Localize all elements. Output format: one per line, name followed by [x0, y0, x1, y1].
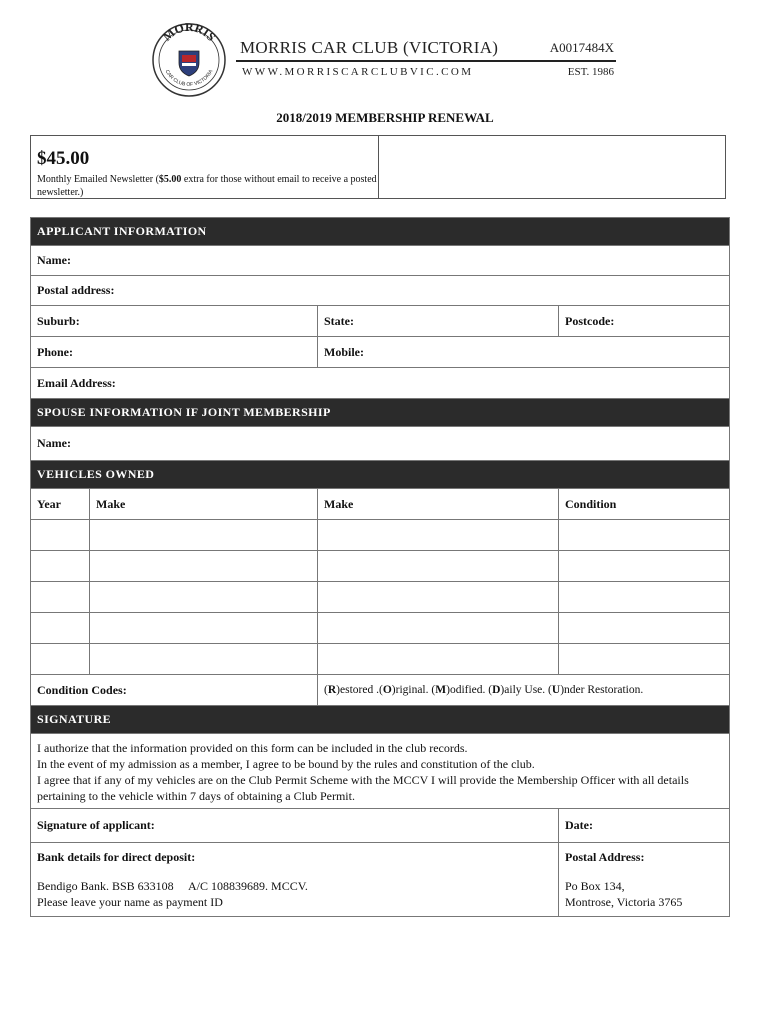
condition-codes-label: Condition Codes: — [31, 675, 318, 706]
vehicle-condition-cell[interactable] — [559, 520, 730, 551]
section-spouse: SPOUSE INFORMATION IF JOINT MEMBERSHIP — [31, 399, 730, 427]
section-signature: SIGNATURE — [31, 706, 730, 734]
vehicle-make-2-cell[interactable] — [318, 613, 559, 644]
col-make: Make — [90, 489, 318, 520]
col-year: Year — [31, 489, 90, 520]
club-logo — [152, 23, 226, 97]
club-established: EST. 1986 — [567, 66, 614, 78]
applicant-name-field[interactable]: Name: — [31, 246, 730, 276]
vehicle-condition-cell[interactable] — [559, 613, 730, 644]
form-title: 2018/2019 MEMBERSHIP RENEWAL — [276, 110, 494, 125]
vehicle-make-2-cell[interactable] — [318, 644, 559, 675]
vehicle-row — [31, 644, 730, 675]
vehicle-make-cell[interactable] — [90, 551, 318, 582]
section-vehicles: VEHICLES OWNED — [31, 461, 730, 489]
club-website[interactable]: WWW.MORRISCARCLUBVIC.COM — [242, 66, 474, 78]
membership-price: $45.00 — [37, 148, 90, 169]
postal-address-label: Postal Address: — [559, 843, 730, 873]
vehicle-year-cell[interactable] — [31, 644, 90, 675]
vehicle-condition-cell[interactable] — [559, 582, 730, 613]
vehicle-make-cell[interactable] — [90, 582, 318, 613]
vehicle-year-cell[interactable] — [31, 520, 90, 551]
postal-city: Montrose, Victoria 3765 — [565, 895, 683, 910]
suburb-field[interactable]: Suburb: — [31, 306, 318, 337]
vehicle-make-2-cell[interactable] — [318, 551, 559, 582]
vehicle-condition-cell[interactable] — [559, 551, 730, 582]
vehicle-make-cell[interactable] — [90, 520, 318, 551]
bank-details-label: Bank details for direct deposit: — [31, 843, 559, 873]
phone-field[interactable]: Phone: — [31, 337, 318, 368]
condition-codes: (R)estored .(O)riginal. (M)odified. (D)aily Use. (U)nder Restoration. — [318, 675, 730, 706]
spouse-name-field[interactable]: Name: — [31, 427, 730, 461]
vehicle-year-cell[interactable] — [31, 551, 90, 582]
vehicle-row — [31, 551, 730, 582]
bank-instruction: Please leave your name as payment ID — [37, 895, 223, 910]
price-note: Monthly Emailed Newsletter ($5.00 extra for those without email to receive a posted newsletter.) — [37, 174, 377, 198]
section-applicant: APPLICANT INFORMATION — [31, 218, 730, 246]
col-make-2: Make — [318, 489, 559, 520]
email-field[interactable]: Email Address: — [31, 368, 730, 399]
vehicle-row — [31, 520, 730, 551]
membership-form — [30, 217, 729, 917]
vehicle-row — [31, 582, 730, 613]
vehicle-make-2-cell[interactable] — [318, 582, 559, 613]
consent-text-2: In the event of my admission as a member, I agree to be bound by the rules and constitution of the club. — [31, 756, 730, 772]
signature-field[interactable]: Signature of applicant: — [31, 809, 559, 843]
vehicle-year-cell[interactable] — [31, 613, 90, 644]
col-condition: Condition — [559, 489, 730, 520]
vehicle-year-cell[interactable] — [31, 582, 90, 613]
price-extra: $5.00 — [158, 174, 182, 185]
consent-text-1: I authorize that the information provided on this form can be included in the club records. — [31, 734, 730, 757]
state-field[interactable]: State: — [318, 306, 559, 337]
postal-address — [559, 873, 730, 917]
logo-bottom-text: CAR CLUB OF VICTORIA — [163, 68, 215, 88]
postcode-field[interactable]: Postcode: — [559, 306, 730, 337]
po-box: Po Box 134, — [565, 879, 625, 894]
vehicle-make-cell[interactable] — [90, 644, 318, 675]
vehicle-make-2-cell[interactable] — [318, 520, 559, 551]
consent-text-3: I agree that if any of my vehicles are on the Club Permit Scheme with the MCCV I will provide the Membership Officer with all details pertaining to the vehicle within 7 days of obtaining a Club Permit. — [31, 772, 730, 809]
vehicle-make-cell[interactable] — [90, 613, 318, 644]
date-field[interactable]: Date: — [559, 809, 730, 843]
vehicle-row — [31, 613, 730, 644]
price-info — [31, 136, 379, 198]
postal-address-field[interactable]: Postal address: — [31, 276, 730, 306]
mobile-field[interactable]: Mobile: — [318, 337, 730, 368]
logo-top-text: MORRIS — [159, 23, 219, 44]
price-box — [30, 135, 726, 199]
header-rule — [236, 60, 616, 62]
bank-account: Bendigo Bank. BSB 633108 A/C 108839689. MCCV. — [37, 879, 308, 894]
club-name: MORRIS CAR CLUB (VICTORIA) — [240, 38, 499, 57]
club-id: A0017484X — [549, 40, 614, 55]
bank-details — [31, 873, 559, 917]
vehicle-condition-cell[interactable] — [559, 644, 730, 675]
